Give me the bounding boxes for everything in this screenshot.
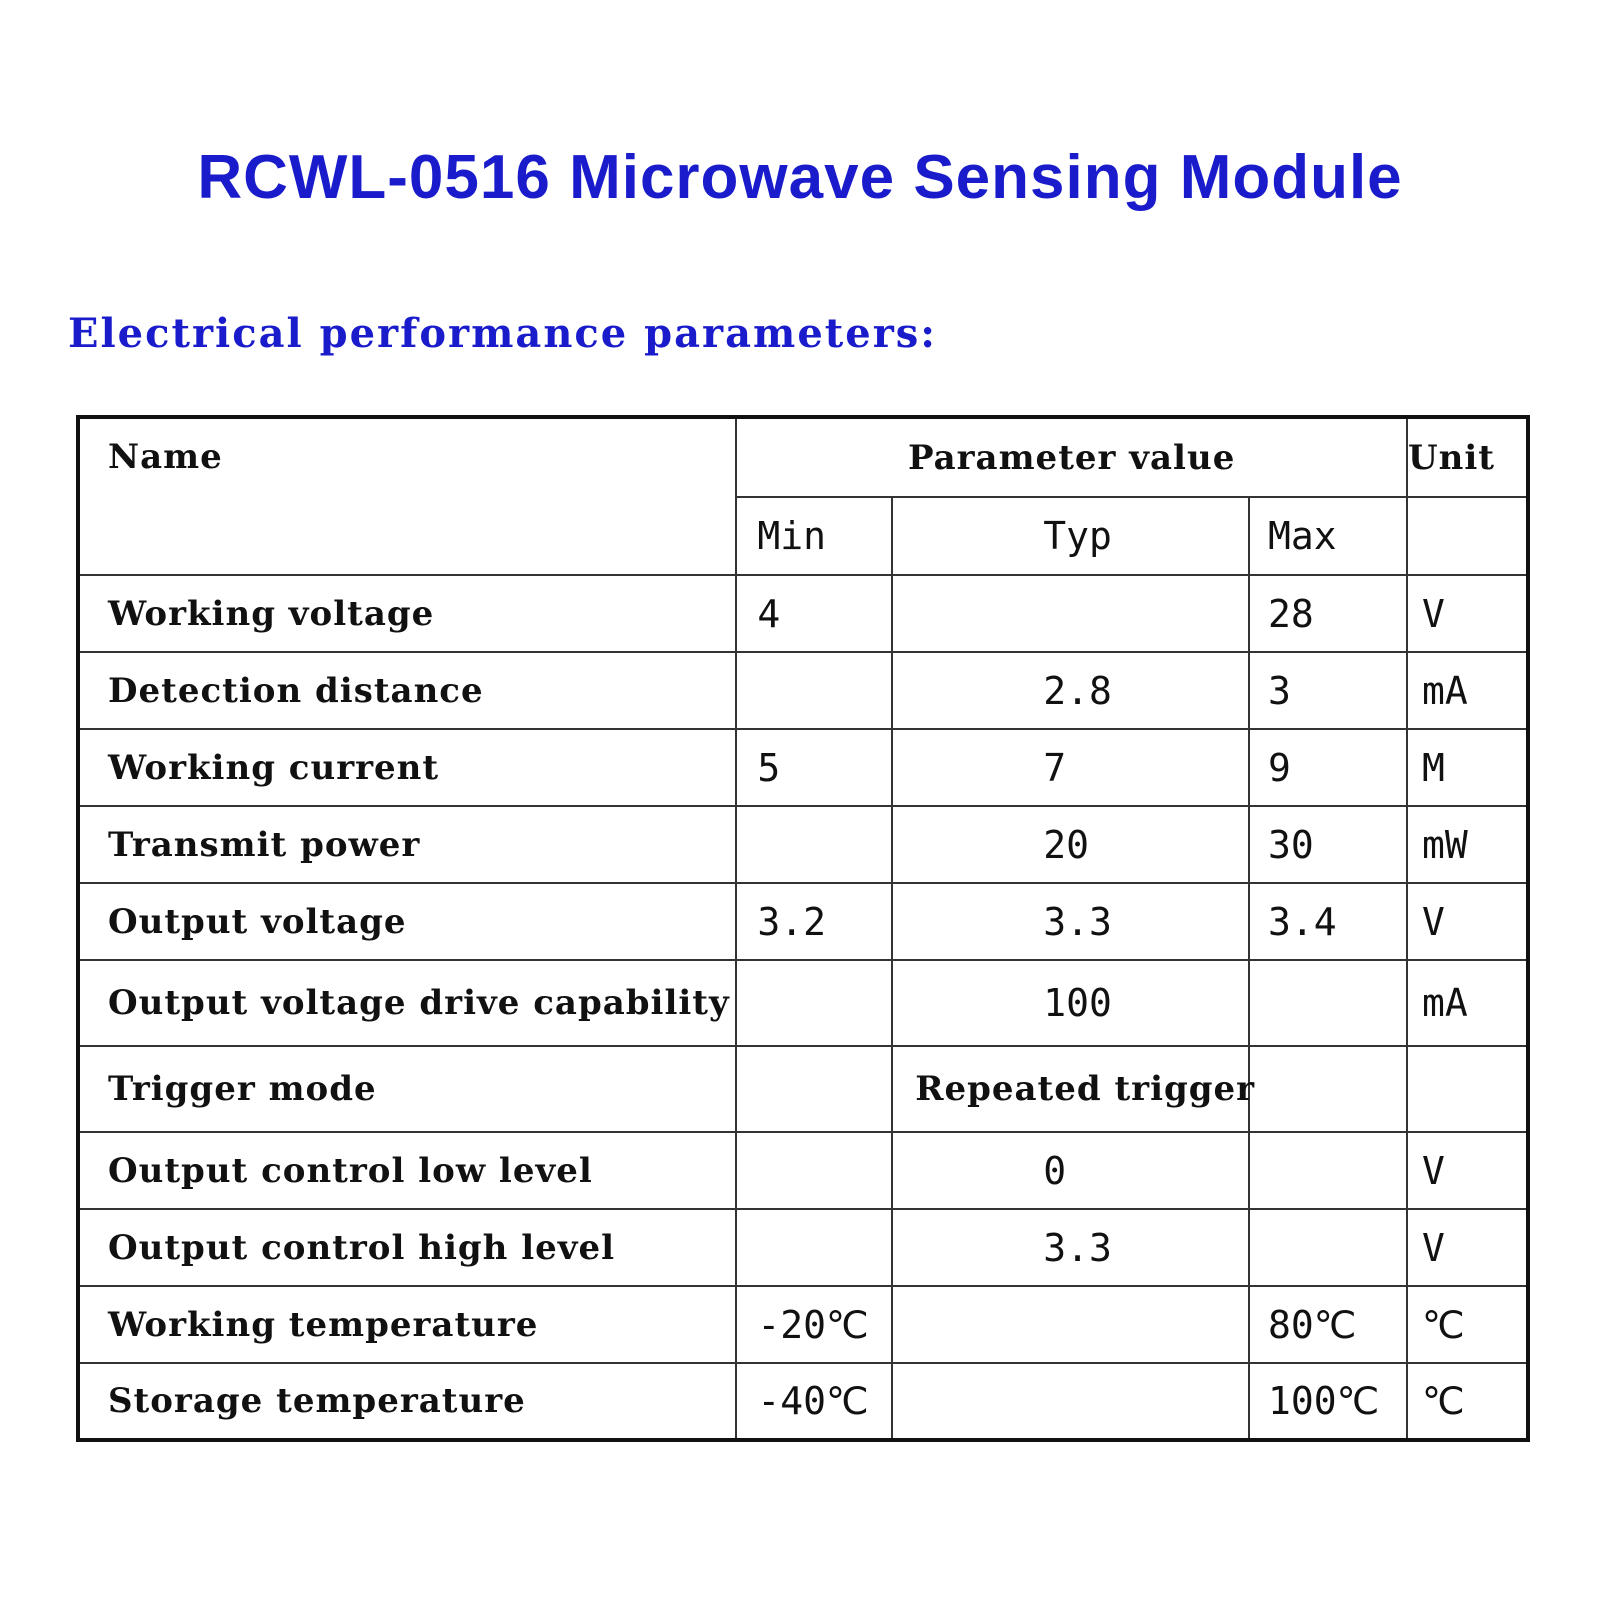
param-min bbox=[736, 960, 892, 1046]
param-unit: ℃ bbox=[1407, 1286, 1528, 1363]
param-unit bbox=[1407, 1046, 1528, 1132]
param-unit: V bbox=[1407, 1132, 1528, 1209]
table-row bbox=[78, 729, 1528, 806]
param-name: Working voltage bbox=[78, 575, 736, 652]
param-name: Transmit power bbox=[78, 806, 736, 883]
param-unit: V bbox=[1407, 883, 1528, 960]
param-typ: 7 bbox=[892, 729, 1249, 806]
param-max bbox=[1249, 1209, 1407, 1286]
param-unit: M bbox=[1407, 729, 1528, 806]
page-title: RCWL-0516 Microwave Sensing Module bbox=[197, 143, 1403, 212]
param-typ: 20 bbox=[892, 806, 1249, 883]
param-max: 9 bbox=[1249, 729, 1407, 806]
param-unit: V bbox=[1407, 1209, 1528, 1286]
param-typ: 3.3 bbox=[892, 1209, 1249, 1286]
param-max: 3.4 bbox=[1249, 883, 1407, 960]
param-name: Output control high level bbox=[78, 1209, 736, 1286]
table-header-row bbox=[78, 417, 1528, 497]
param-min bbox=[736, 1132, 892, 1209]
param-typ: 2.8 bbox=[892, 652, 1249, 729]
parameters-table bbox=[76, 415, 1530, 1442]
param-typ: 3.3 bbox=[892, 883, 1249, 960]
header-unit-blank bbox=[1407, 497, 1528, 575]
param-min bbox=[736, 1046, 892, 1132]
param-min: 4 bbox=[736, 575, 892, 652]
header-parameter-value: Parameter value bbox=[736, 417, 1407, 497]
param-max: 28 bbox=[1249, 575, 1407, 652]
param-name: Trigger mode bbox=[78, 1046, 736, 1132]
param-max bbox=[1249, 1046, 1407, 1132]
param-min bbox=[736, 1209, 892, 1286]
param-min: -20℃ bbox=[736, 1286, 892, 1363]
param-max: 100℃ bbox=[1249, 1363, 1407, 1440]
param-min bbox=[736, 652, 892, 729]
param-name: Detection distance bbox=[78, 652, 736, 729]
table-row bbox=[78, 1132, 1528, 1209]
param-typ: Repeated trigger bbox=[892, 1046, 1249, 1132]
table-row bbox=[78, 1046, 1528, 1132]
param-max: 80℃ bbox=[1249, 1286, 1407, 1363]
param-unit: mA bbox=[1407, 960, 1528, 1046]
param-unit: ℃ bbox=[1407, 1363, 1528, 1440]
header-min: Min bbox=[736, 497, 892, 575]
section-heading: Electrical performance parameters: bbox=[68, 310, 938, 357]
table-row bbox=[78, 1209, 1528, 1286]
param-name: Output control low level bbox=[78, 1132, 736, 1209]
param-min: 5 bbox=[736, 729, 892, 806]
param-name: Storage temperature bbox=[78, 1363, 736, 1440]
param-typ: 100 bbox=[892, 960, 1249, 1046]
header-name: Name bbox=[78, 417, 736, 575]
param-unit: mW bbox=[1407, 806, 1528, 883]
header-unit: Unit bbox=[1407, 417, 1528, 497]
param-max: 30 bbox=[1249, 806, 1407, 883]
header-typ: Typ bbox=[892, 497, 1249, 575]
param-name: Working temperature bbox=[78, 1286, 736, 1363]
param-name: Working current bbox=[78, 729, 736, 806]
param-typ bbox=[892, 1363, 1249, 1440]
table-row bbox=[78, 652, 1528, 729]
param-typ bbox=[892, 575, 1249, 652]
param-min: 3.2 bbox=[736, 883, 892, 960]
param-unit: V bbox=[1407, 575, 1528, 652]
param-name: Output voltage drive capability bbox=[78, 960, 736, 1046]
table-row bbox=[78, 806, 1528, 883]
param-max bbox=[1249, 960, 1407, 1046]
table-row bbox=[78, 1363, 1528, 1440]
table-row bbox=[78, 960, 1528, 1046]
param-min: -40℃ bbox=[736, 1363, 892, 1440]
param-max: 3 bbox=[1249, 652, 1407, 729]
table-row bbox=[78, 883, 1528, 960]
param-typ: 0 bbox=[892, 1132, 1249, 1209]
param-typ bbox=[892, 1286, 1249, 1363]
param-min bbox=[736, 806, 892, 883]
param-max bbox=[1249, 1132, 1407, 1209]
header-max: Max bbox=[1249, 497, 1407, 575]
table-row bbox=[78, 575, 1528, 652]
table-row bbox=[78, 1286, 1528, 1363]
param-unit: mA bbox=[1407, 652, 1528, 729]
param-name: Output voltage bbox=[78, 883, 736, 960]
